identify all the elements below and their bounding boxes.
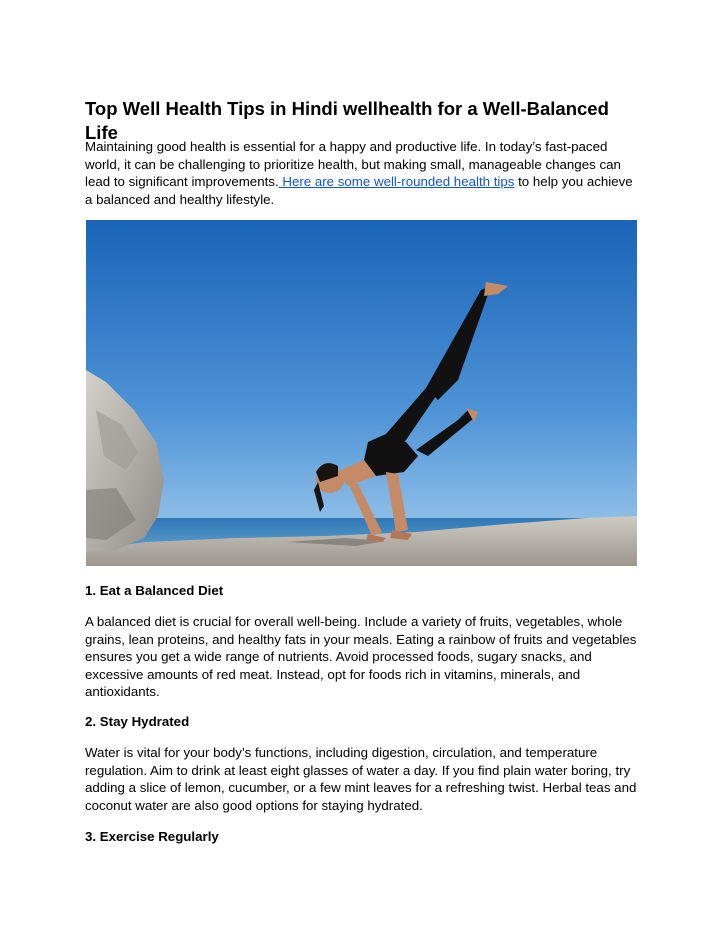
section-body-balanced-diet: A balanced diet is crucial for overall well-being. Include a variety of fruits, vegetables, whole grains, lean proteins, and healthy fats in your meals. Eating a rainbow of fruits and vegetables ensures you get a wide range of nutrients. Avoid processed foods, sugary snacks, and excessive amounts of red meat. Instead, opt for foods rich in vitamins, minerals, and antioxidants. — [85, 614, 637, 700]
section-heading-stay-hydrated: 2. Stay Hydrated — [85, 714, 190, 729]
section-body-stay-hydrated: Water is vital for your body’s functions, including digestion, circulation, and temperature regulation. Aim to drink at least eight glasses of water a day. If you find plain water boring, try adding a slice of lemon, cucumber, or a few mint leaves for a refreshing twist. Herbal teas and coconut water are also good options for staying hydrated. — [85, 745, 637, 813]
intro-text-start: Maintaining good health is essential for a happy and productive life. In today’s fast-paced world, it can be challenging to prioritize health, but making small, manageable changes can lead to significant improvements. — [85, 139, 621, 190]
intro-text-end: to help you achieve a balanced and healthy lifestyle. — [85, 174, 633, 207]
health-tips-link[interactable]: Here are some well-rounded health tips — [278, 174, 515, 190]
section-heading-exercise-regularly: 3. Exercise Regularly — [85, 829, 219, 844]
section-heading-balanced-diet: 1. Eat a Balanced Diet — [85, 583, 224, 598]
intro-paragraph — [85, 138, 641, 208]
page-title: Top Well Health Tips in Hindi wellhealth for a Well-Balanced Life — [85, 98, 609, 143]
yoga-pose-photo — [86, 220, 637, 566]
